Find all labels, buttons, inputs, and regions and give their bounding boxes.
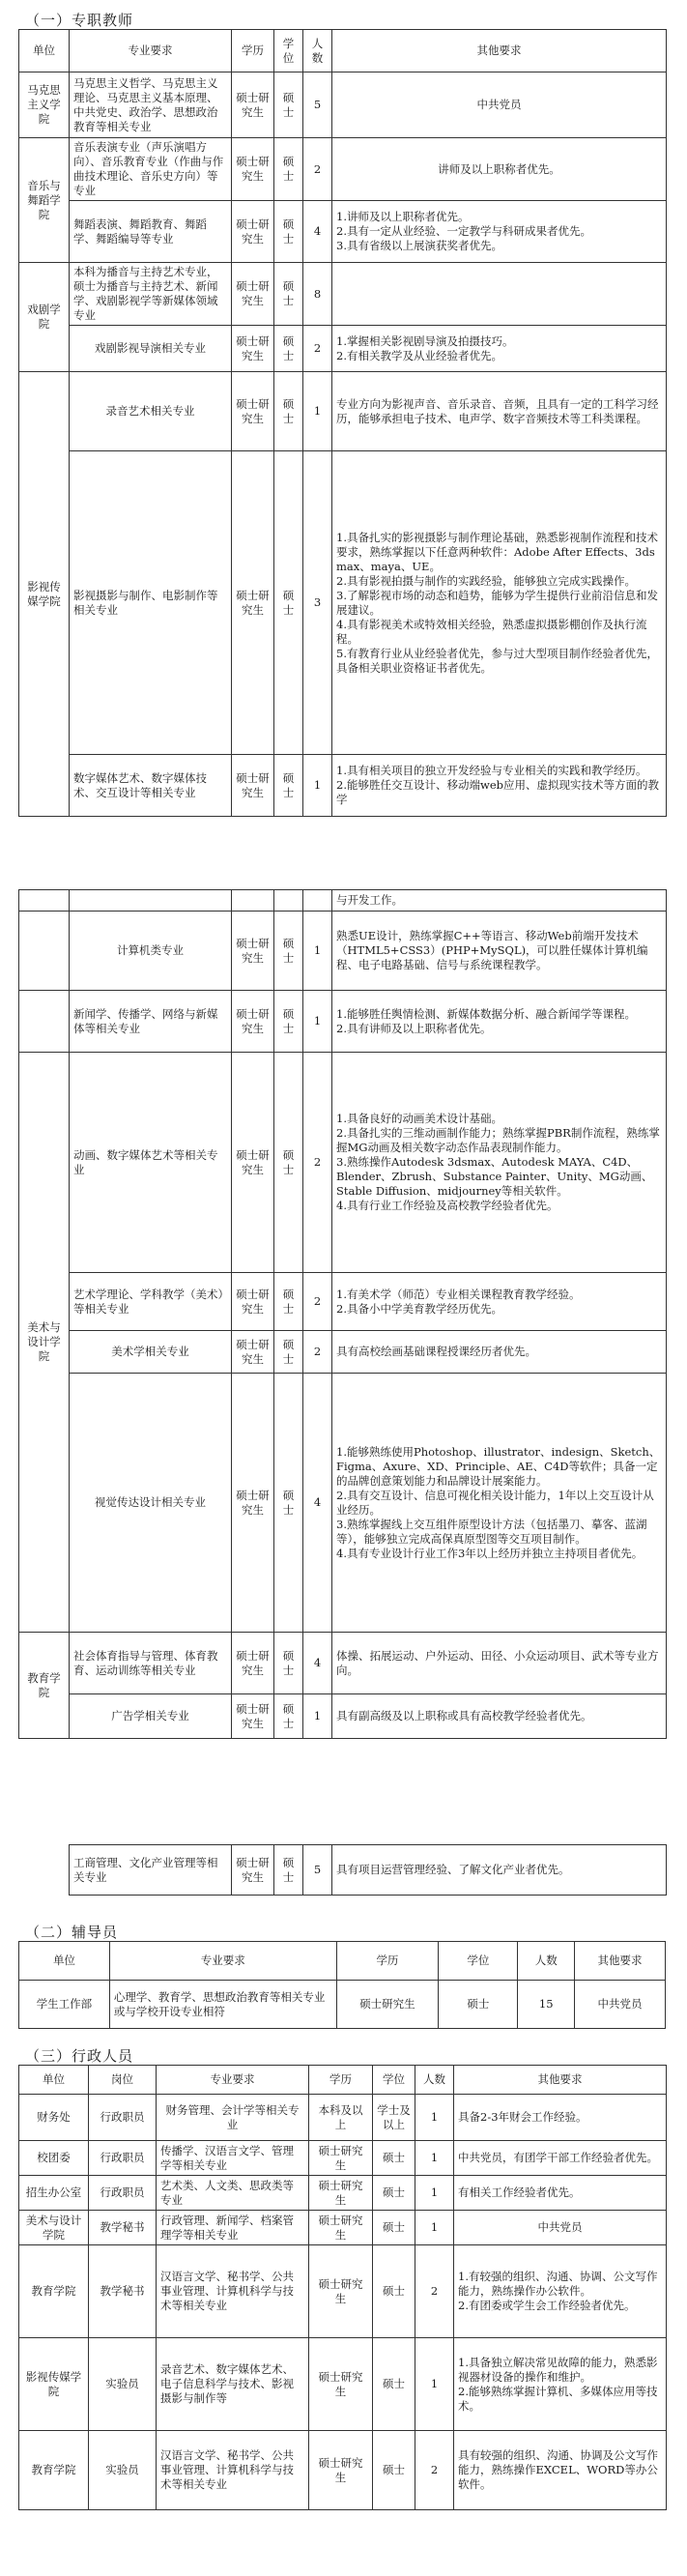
teacher-table-tail [69,1844,667,1896]
cell-num: 2 [303,1331,332,1374]
col-other: 其他要求 [332,30,667,72]
cell-edu: 硕士研究生 [232,72,274,138]
cell-unit: 教育学院 [19,2245,89,2338]
cell-deg: 硕士 [373,2211,415,2245]
col-unit: 单位 [19,2066,89,2095]
table-row [19,451,667,755]
cell-unit [19,991,70,1053]
table-row [19,72,667,138]
cell-num: 1 [303,1694,332,1739]
cell-deg: 硕士 [274,1845,303,1896]
table-row [19,1273,667,1331]
col-major: 专业要求 [157,2066,309,2095]
table-row [19,890,667,912]
cell-major: 舞蹈表演、舞蹈教育、舞蹈学、舞蹈编导等专业 [70,201,232,263]
cell-unit: 财务处 [19,2095,89,2141]
section2-title: （二）辅导员 [25,1924,119,1941]
cell-num: 1 [303,755,332,817]
col-major: 专业要求 [70,30,232,72]
col-num: 人数 [303,30,332,72]
cell-other: 1.具备独立解决常见故障的能力，熟悉影视器材设备的操作和维护。 2.能够熟练掌握计算机、多媒体应用等技术。 [454,2338,667,2431]
cell-other: 熟悉UE设计，熟练掌握C++等语言、移动Web前端开发技术（HTML5+CSS3）(PHP+MySQL)，可以胜任媒体计算机编程、电子电路基础、信号与系统课程教学。 [332,912,667,991]
cell-other: 专业方向为影视声音、音乐录音、音频，且具有一定的工科学习经历，能够承担电子技术、电声学、数字音频技术等工科类课程。 [332,372,667,451]
cell-num: 1 [415,2095,454,2141]
cell-num: 4 [303,1374,332,1633]
cell-edu: 本科及以上 [309,2095,373,2141]
cell-deg: 硕士 [373,2176,415,2211]
cell-edu: 硕士研究生 [232,1273,274,1331]
table-row [19,326,667,372]
cell-major: 视觉传达设计相关专业 [70,1374,232,1633]
cell-unit: 影视传媒学院 [19,2338,89,2431]
cell-unit [19,912,70,991]
cell-edu: 硕士研究生 [232,1845,274,1896]
cell-edu: 硕士研究生 [232,372,274,451]
table-row [19,1633,667,1694]
cell-major: 艺术学理论、学科教学（美术）等相关专业 [70,1273,232,1331]
cell-deg: 硕士 [373,2431,415,2510]
table-row [19,2095,667,2141]
cell-num: 2 [415,2431,454,2510]
cell-edu: 硕士研究生 [232,1331,274,1374]
col-edu: 学历 [336,1942,439,1981]
cell-other: 1.有较强的组织、沟通、协调、公文写作能力，熟练操作办公软件。 2.有团委或学生会工作经验者优先。 [454,2245,667,2338]
cell-post: 行政职员 [89,2095,157,2141]
table-row [19,1053,667,1273]
teacher-table-continued [18,889,667,1739]
col-num: 人数 [415,2066,454,2095]
cell-edu [232,890,274,912]
cell-major: 本科为播音与主持艺术专业，硕士为播音与主持艺术、新闻学、戏剧影视学等新媒体领域专业 [70,263,232,326]
cell-deg: 硕士 [274,372,303,451]
cell-deg: 硕士 [274,263,303,326]
cell-num: 1 [303,372,332,451]
cell-edu: 硕士研究生 [232,326,274,372]
col-unit: 单位 [19,1942,110,1981]
cell-post: 教学秘书 [89,2245,157,2338]
cell-deg: 学士及以上 [373,2095,415,2141]
cell-major: 广告学相关专业 [70,1694,232,1739]
cell-other: 1.具备扎实的影视摄影与制作理论基础，熟悉影视制作流程和技术要求，熟练掌握以下任意两种软件：Adobe After Effects、3ds max、maya、UE。 2.具有影视拍摄与制作的实践经验，能够独立完成实践操作。 3.了解影视市场的动态和趋势，能够为学生提供行业前沿信息和发展建议。 4.具有影视美术或特效相关经验，熟悉虚拟摄影棚创作及执行流程。 5.有教育行业从业经验者优先，参与过大型项目制作经验者优先，具备相关职业资格证书者优先。 [332,451,667,755]
cell-deg: 硕士 [274,1331,303,1374]
table-row [19,1981,666,2029]
cell-edu: 硕士研究生 [232,1633,274,1694]
col-edu: 学历 [309,2066,373,2095]
cell-unit: 美术与设计学院 [19,1053,70,1633]
cell-other: 1.有美术学（师范）专业相关课程教育教学经验。 2.具备小中学美育教学经历优先。 [332,1273,667,1331]
table-row [19,2176,667,2211]
cell-major: 艺术类、人文类、思政类等专业 [157,2176,309,2211]
cell-major: 录音艺术相关专业 [70,372,232,451]
cell-deg: 硕士 [373,2338,415,2431]
cell-major: 影视摄影与制作、电影制作等相关专业 [70,451,232,755]
cell-other: 具有副高级及以上职称或具有高校教学经验者优先。 [332,1694,667,1739]
cell-deg: 硕士 [274,991,303,1053]
cell-unit: 校团委 [19,2141,89,2176]
teacher-table [18,29,667,817]
cell-unit: 影视传媒学院 [19,372,70,817]
cell-major: 行政管理、新闻学、档案管理学等相关专业 [157,2211,309,2245]
col-edu: 学历 [232,30,274,72]
cell-unit: 美术与设计学院 [19,2211,89,2245]
table-row [19,263,667,326]
cell-deg: 硕士 [274,1273,303,1331]
cell-other: 1.掌握相关影视剧导演及拍摄技巧。 2.有相关教学及从业经验者优先。 [332,326,667,372]
cell-deg: 硕士 [274,755,303,817]
cell-major: 戏剧影视导演相关专业 [70,326,232,372]
cell-deg: 硕士 [274,1633,303,1694]
cell-unit: 教育学院 [19,1633,70,1739]
cell-deg: 硕士 [373,2141,415,2176]
cell-unit: 马克思主义学院 [19,72,70,138]
cell-num: 8 [303,263,332,326]
cell-major: 音乐表演专业（声乐演唱方向）、音乐教育专业（作曲与作曲技术理论、音乐史方向）等专业 [70,138,232,201]
table-row [19,372,667,451]
cell-edu: 硕士研究生 [232,138,274,201]
section3-title: （三）行政人员 [25,2047,134,2065]
table-row [19,2141,667,2176]
cell-deg: 硕士 [274,1053,303,1273]
cell-other: 有相关工作经验者优先。 [454,2176,667,2211]
cell-major: 心理学、教育学、思想政治教育等相关专业或与学校开设专业相符 [109,1981,336,2029]
cell-post: 行政职员 [89,2176,157,2211]
cell-major: 新闻学、传播学、网络与新媒体等相关专业 [70,991,232,1053]
cell-edu: 硕士研究生 [232,1374,274,1633]
cell-major: 汉语言文学、秘书学、公共事业管理、计算机科学与技术等相关专业 [157,2245,309,2338]
cell-deg: 硕士 [274,72,303,138]
cell-edu: 硕士研究生 [309,2211,373,2245]
cell-other: 具备2-3年财会工作经验。 [454,2095,667,2141]
cell-major: 马克思主义哲学、马克思主义理论、马克思主义基本原理、中共党史、政治学、思想政治教育等相关专业 [70,72,232,138]
cell-post: 实验员 [89,2431,157,2510]
cell-num: 2 [303,326,332,372]
col-post: 岗位 [89,2066,157,2095]
cell-deg: 硕士 [274,912,303,991]
cell-other: 与开发工作。 [332,890,667,912]
cell-other: 1.能够熟练使用Photoshop、illustrator、indesign、Sketch、Figma、Axure、XD、Principle、AE、C4D等软件；具备一定的品牌创意策划能力和品牌设计展案能力。 2.具有交互设计、信息可视化相关设计能力，1年以上交互设计从业经历。 3.熟练掌握线上交互组件原型设计方法（包括墨刀、摹客、蓝湖等），能够独立完成高保真原型图等交互项目制作。 4.具有专业设计行业工作3年以上经历并独立主持项目者优先。 [332,1374,667,1633]
cell-unit: 招生办公室 [19,2176,89,2211]
cell-deg: 硕士 [373,2245,415,2338]
table-row [19,1331,667,1374]
cell-edu: 硕士研究生 [232,1053,274,1273]
cell-edu: 硕士研究生 [232,991,274,1053]
col-deg: 学位 [439,1942,518,1981]
cell-num: 15 [518,1981,575,2029]
cell-post: 行政职员 [89,2141,157,2176]
table-row [19,2431,667,2510]
cell-edu: 硕士研究生 [309,2431,373,2510]
cell-major: 工商管理、文化产业管理等相关专业 [70,1845,232,1896]
cell-major: 动画、数字媒体艺术等相关专业 [70,1053,232,1273]
cell-deg: 硕士 [274,451,303,755]
cell-edu: 硕士研究生 [232,1694,274,1739]
cell-edu: 硕士研究生 [232,755,274,817]
cell-num: 2 [303,138,332,201]
cell-num: 2 [303,1053,332,1273]
col-major: 专业要求 [109,1942,336,1981]
table-row [19,1374,667,1633]
cell-edu: 硕士研究生 [309,2176,373,2211]
cell-other [332,263,667,326]
table-row [19,2211,667,2245]
table-header [19,1942,666,1981]
cell-other: 讲师及以上职称者优先。 [332,138,667,201]
cell-num: 1 [415,2141,454,2176]
cell-num: 5 [303,1845,332,1896]
table-row [19,912,667,991]
cell-other: 具有较强的组织、沟通、协调及公文写作能力，熟练操作EXCEL、WORD等办公软件。 [454,2431,667,2510]
table-row [19,2338,667,2431]
cell-major: 数字媒体艺术、数字媒体技术、交互设计等相关专业 [70,755,232,817]
cell-num: 5 [303,72,332,138]
cell-edu: 硕士研究生 [232,201,274,263]
table-row [70,1845,667,1896]
table-row [19,201,667,263]
cell-num: 2 [303,1273,332,1331]
cell-other: 具有高校绘画基础课程授课经历者优先。 [332,1331,667,1374]
cell-edu: 硕士研究生 [232,263,274,326]
cell-major: 汉语言文学、秘书学、公共事业管理、计算机科学与技术等相关专业 [157,2431,309,2510]
col-unit: 单位 [19,30,70,72]
cell-edu: 硕士研究生 [336,1981,439,2029]
cell-num [303,890,332,912]
admin-table [18,2065,667,2510]
cell-num: 1 [303,912,332,991]
cell-num: 1 [415,2211,454,2245]
col-other: 其他要求 [575,1942,666,1981]
table-row [19,138,667,201]
cell-unit [19,890,70,912]
cell-other: 中共党员 [454,2211,667,2245]
cell-other: 体操、拓展运动、户外运动、田径、小众运动项目、武术等专业方向。 [332,1633,667,1694]
counselor-table [18,1941,666,2029]
col-deg: 学位 [373,2066,415,2095]
cell-unit: 学生工作部 [19,1981,110,2029]
table-row [19,2245,667,2338]
cell-other: 中共党员，有团学干部工作经验者优先。 [454,2141,667,2176]
cell-num: 1 [415,2176,454,2211]
cell-edu: 硕士研究生 [309,2338,373,2431]
cell-major: 社会体育指导与管理、体育教育、运动训练等相关专业 [70,1633,232,1694]
cell-num: 3 [303,451,332,755]
cell-deg: 硕士 [274,326,303,372]
col-num: 人数 [518,1942,575,1981]
cell-other: 中共党员 [575,1981,666,2029]
section1-title: （一）专职教师 [25,12,134,29]
table-header [19,30,667,72]
cell-other: 1.能够胜任舆情检测、新媒体数据分析、融合新闻学等课程。 2.具有讲师及以上职称者优先。 [332,991,667,1053]
cell-other: 1.具备良好的动画美术设计基础。 2.具备扎实的三维动画制作能力；熟练掌握PBR制作流程，熟练掌握MG动画及相关数字动态作品表现制作能力。 3.熟练操作Autodesk 3dsmax、Autodesk MAYA、C4D、Blender、Zbrush、Substance Painter、Unity、MG动画、Stable Diffusion、midjourney等相关软件。 4.具有行业工作经验及高校教学经验者优先。 [332,1053,667,1273]
cell-major: 录音艺术、数字媒体艺术、电子信息科学与技术、影视摄影与制作等 [157,2338,309,2431]
cell-major: 财务管理、会计学等相关专业 [157,2095,309,2141]
cell-edu: 硕士研究生 [309,2245,373,2338]
cell-edu: 硕士研究生 [309,2141,373,2176]
table-row [19,755,667,817]
col-other: 其他要求 [454,2066,667,2095]
cell-other: 中共党员 [332,72,667,138]
cell-num: 2 [415,2245,454,2338]
table-header [19,2066,667,2095]
cell-major: 美术学相关专业 [70,1331,232,1374]
cell-num: 4 [303,1633,332,1694]
cell-deg: 硕士 [274,1694,303,1739]
cell-num: 4 [303,201,332,263]
cell-edu: 硕士研究生 [232,912,274,991]
table-row [19,1694,667,1739]
cell-major: 计算机类专业 [70,912,232,991]
cell-major [70,890,232,912]
cell-other: 具有项目运营管理经验、了解文化产业者优先。 [332,1845,667,1896]
cell-deg: 硕士 [274,201,303,263]
cell-deg [274,890,303,912]
cell-post: 实验员 [89,2338,157,2431]
cell-post: 教学秘书 [89,2211,157,2245]
cell-other: 1.讲师及以上职称者优先。 2.具有一定从业经验、一定教学与科研成果者优先。 3.具有省级以上展演获奖者优先。 [332,201,667,263]
cell-major: 传播学、汉语言文学、管理学等相关专业 [157,2141,309,2176]
cell-unit: 教育学院 [19,2431,89,2510]
cell-num: 1 [303,991,332,1053]
cell-num: 1 [415,2338,454,2431]
cell-deg: 硕士 [439,1981,518,2029]
cell-deg: 硕士 [274,1374,303,1633]
cell-unit: 音乐与舞蹈学院 [19,138,70,263]
table-row [19,991,667,1053]
col-deg: 学位 [274,30,303,72]
cell-deg: 硕士 [274,138,303,201]
cell-unit: 戏剧学院 [19,263,70,372]
cell-edu: 硕士研究生 [232,451,274,755]
cell-other: 1.具有相关项目的独立开发经验与专业相关的实践和教学经历。 2.能够胜任交互设计、移动端web应用、虚拟现实技术等方面的教学 [332,755,667,817]
